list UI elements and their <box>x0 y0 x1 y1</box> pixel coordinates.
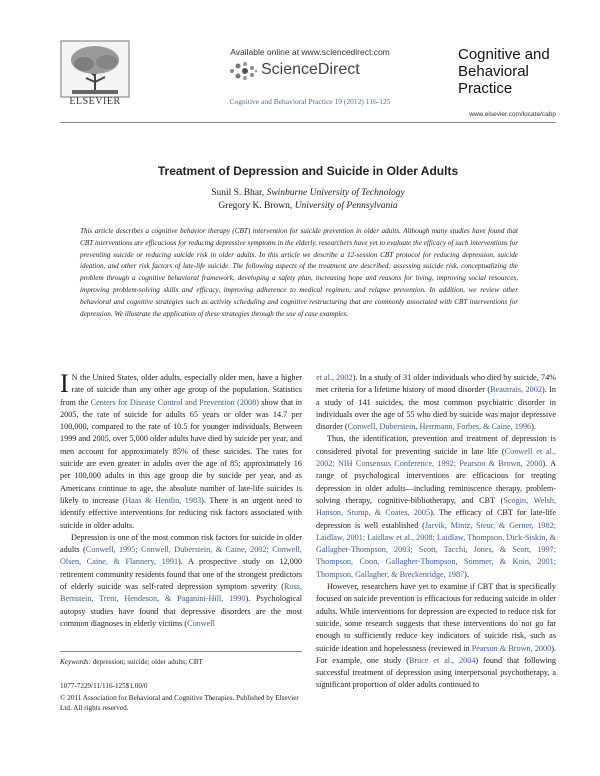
sciencedirect-logo[interactable] <box>228 60 360 82</box>
header-divider <box>60 122 556 123</box>
journal-title <box>458 46 558 97</box>
abstract: This article describes a cognitive behavior therapy (CBT) intervention for suicide prevention in older adults. Although many studies have found that CBT interventions are efficacious for reducing depressive symptoms in the elderly, researchers have yet to evaluate the efficacy of such interventions for preventing suicide or reducing suicide risk in older adults. In this article we describe a 12-session CBT protocol for reducing depression, suicide ideation, and other risk factors of late-life suicide. The following aspects of the treatment are described: assessing suicide risk, conceptualizing the problem through a cognitive behavioral framework, developing a safety plan, increasing hope and reasons for living, improving social resources, improving problem-solving skills and efficacy, improving adherence to medical regimen, and relapse prevention. In addition, we review other behavioral and cognitive strategies such as activity scheduling and cognitive restructuring that are commonly associated with CBT interventions for depression. We illustrate the application of these strategies through the use of case examples. <box>80 227 518 318</box>
author-line <box>60 201 556 211</box>
author-affiliation: Swinburne University of Technology <box>266 188 405 198</box>
citation-link[interactable]: Conwell, Duberstein, Herrmann, Forbes, & Caine, 1996 <box>347 422 532 432</box>
keywords-label: Keywords: <box>60 658 91 666</box>
issn: 1077-7229/11/116-125$1.00/0 <box>60 682 148 690</box>
body-paragraph: Thus, the identification, prevention and treatment of depression is considered pivotal for preventing suicide in late life (Conwell et al., 2002; NIH Consensus Conference, 1992; Pearson & Brown, 2000). A range of psychological interventions are efficacious for treating depression in older adults—including reminiscence therapy, problem-solving therapy, cognitive-bibliotherapy, and CBT (Scogin, Welsh, Hanson, Stump, & Coates, 2005). The efficacy of CBT for late-life depression is well established (Jarvik, Mintz, Steur, & Gerner, 1982; Laidlaw, 2001; Laidlaw et al., 2008; Laidlaw, Thompson, Dick-Siskin, & Gallagher-Thompson, 2003; Scott, Tacchi, Jones, & Scott, 1997; Thompson, Coon, Gallagher-Thompson, Sommer, & Koin, 2001; Thompson, Gallagher, & Breckenridge, 1987). <box>316 434 557 579</box>
sciencedirect-wordmark: ScienceDirect <box>261 61 360 78</box>
body-paragraph: et al., 2002). In a study of 31 older individuals who died by suicide, 74% met criteria for a lifetime history of mood disorder (Beautrais, 2002). In a study of 141 suicides, the most common psychiatric disorder in individuals over the age of 55 who died by suicide was major depressive disorder (Conwell, Duberstein, Herrmann, Forbes, & Caine, 1996). <box>316 373 557 432</box>
elsevier-tree-icon <box>60 40 130 98</box>
keywords-text: depression; suicide; older adults; CBT <box>90 658 203 666</box>
citation-link[interactable]: Conwell <box>187 618 215 628</box>
citation-link[interactable]: Scogin, Welsh, Hanson, Stump, & Coates, 2005 <box>316 495 556 518</box>
right-column <box>316 372 556 692</box>
citation-link[interactable]: Conwell, 1995; Conwell, Duberstein, & Caine, 2002; Conwell, Olsen, Caine, & Flannery, 1991 <box>60 545 302 567</box>
author-name: Sunil S. Bhar, <box>211 188 267 198</box>
journal-title-line: Practice <box>458 80 513 97</box>
body-paragraph: Depression is one of the most common risk factors for suicide in older adults (Conwell, 1995; Conwell, Duberstein, & Caine, 2002; Conwell, Olsen, Caine, & Flannery, 1991). A prospective study on 12,000 retirement community residents found that one of the strongest predictors of elderly suicide was self-rated depression symptom severity (Ross, Bernstein, Trent, Hendeson, & Paganini-Hill, 1990). Psychological autopsy studies have found that depressive disorders are the most common diagnoses in elderly victims (Conwell <box>60 532 302 628</box>
citation-link[interactable]: Beautrais, 2002 <box>490 385 542 395</box>
citation-link[interactable]: Haas & Hendin, 1983 <box>125 495 202 505</box>
body-paragraph: However, researchers have yet to examine if CBT that is specifically focused on suicide prevention is efficacious for reducing suicide in older adults. While interventions for depression are expected to reduce risk for suicide, some research suggests that these interventions do not go far enough to sufficiently reduce key indicators of suicide risk, such as suicide ideation and hopelessness (reviewed in Pearson & Brown, 2000). For example, one study (Bruce et al., 2004) found that following successful treatment of depression using interpersonal psychotherapy, a significant proportion of older adults continued to <box>316 582 556 690</box>
keywords <box>60 657 302 667</box>
journal-citation[interactable]: Cognitive and Behavioral Practice 19 (2012) 116-125 <box>229 97 391 106</box>
left-column <box>60 369 303 630</box>
author-name: Gregory K. Brown, <box>218 201 295 211</box>
journal-url[interactable]: www.elsevier.com/locate/cabp <box>469 111 556 118</box>
elsevier-logo <box>60 40 130 102</box>
citation-link[interactable]: Jarvik, Mintz, Steur, & Gerner, 1982; Laidlaw, 2001; Laidlaw et al., 2008; Laidlaw, Thompson, Dick-Siskin, & Gallagher-Thompson, 2003; Scott, Tacchi, Jones, & Scott, 1997; Thompson, Coon, Gallagher-Thompson, Sommer, & Koin, 2001; Thompson, Gallagher, & Breckenridge, 1987 <box>316 520 556 579</box>
available-online-text[interactable]: Available online at www.sciencedirect.com <box>230 47 390 57</box>
author-line <box>60 188 556 198</box>
citation-link[interactable]: Conwell et al., 2002; NIH Consensus Conference, 1992; Pearson & Brown, 2000 <box>316 446 557 469</box>
sciencedirect-dots-icon <box>228 60 258 82</box>
citation-link[interactable]: Pearson & Brown, 2000 <box>471 643 552 653</box>
body-paragraph: I N the United States, older adults, especially older men, have a higher rate of suicide than any other age group of the population. Statistics from the Centers for Disease Control and Prevention (2008) show that in 2005, the rate of suicide for adults 65 years or older was 14.7 per 100,000, compared to the rate of 10.5 for younger individuals. Between 1999 and 2005, over 5,000 older adults have died by suicide per year, and men account for approximately 85% of these suicides. The rates for suicide are even greater in adults over the age of 85; approximately 16 per 100,000 adults in this age group die by suicide per year, and as Americans continue to age, the absolute number of late-life suicides is likely to increase (Haas & Hendin, 1983). There is an urgent need to identify effective interventions for reducing risk factors associated with suicide in older adults. <box>60 369 303 530</box>
footnote-divider <box>60 651 302 652</box>
journal-title-line: Cognitive and <box>458 46 550 63</box>
copyright: © 2011 Association for Behavioral and Cognitive Therapies. Published by Elsevier Ltd. All rights reserved. <box>60 694 299 712</box>
publisher-name: ELSEVIER <box>69 96 121 107</box>
author-affiliation: University of Pennsylvania <box>294 201 398 211</box>
citation-link[interactable]: et al., 2002 <box>316 373 353 382</box>
citation-link[interactable]: Ross, Bernstein, Trent, Hendeson, & Paganini-Hill, 1990 <box>60 582 302 604</box>
citation-link[interactable]: Centers for Disease Control and Prevention (2008) <box>90 397 259 407</box>
article-title: Treatment of Depression and Suicide in Older Adults <box>157 164 459 178</box>
drop-cap: I <box>60 369 69 398</box>
journal-title-line: Behavioral <box>458 63 529 80</box>
citation-link[interactable]: Bruce et al., 2004 <box>408 655 476 665</box>
